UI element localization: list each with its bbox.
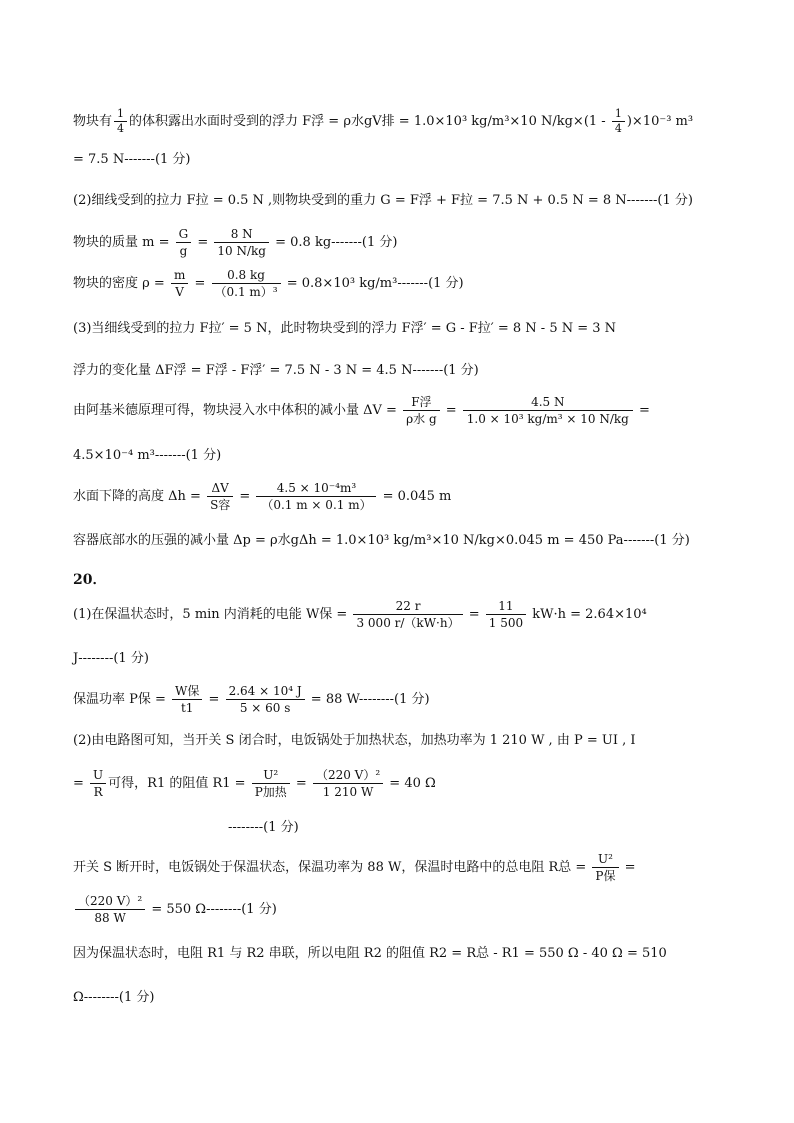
fraction-denominator: 3 000 r/（kW·h） [356,616,460,630]
fraction-denominator: 5 × 60 s [239,701,291,715]
text-segment: = 0.8 kg-------(1 分) [270,235,398,250]
fraction-denominator: R [93,785,103,799]
pressure-line: 容器底部水的压强的减小量 Δp = ρ水gΔh = 1.0×10³ kg/m³×10 N/kg×0.045 m = 450 Pa-------(1 分) [73,533,690,548]
fraction-numerator: U² [252,768,290,784]
fraction-denominator: （0.1 m × 0.1 m） [261,498,372,512]
fraction-numerator: U² [592,852,618,868]
fraction [486,599,526,630]
fraction [313,768,383,799]
energy-result-line: J--------(1 分) [73,651,149,666]
text-segment: = [441,403,461,418]
series-resistance-line: 因为保温状态时，电阻 R1 与 R2 串联，所以电阻 R2 的阻值 R2 = R总 - R1 = 550 Ω - 40 Ω = 510 [73,946,667,961]
fraction-quarter [114,108,127,135]
text-segment: = 0.8×10³ kg/m³-------(1 分) [282,276,464,291]
fraction-denominator: S容 [210,498,231,512]
text-segment: 物块的质量 m = [73,235,174,250]
fraction-numerator: 8 N [214,227,269,243]
resistance-r1-line [73,768,436,799]
height-drop-line [73,481,451,512]
mass-line [73,227,397,258]
text-segment: = 40 Ω [385,776,436,791]
density-line [73,268,464,299]
question-number: 20． [73,572,107,588]
fraction [353,599,462,630]
text-segment: 物块的密度 ρ = [73,276,169,291]
fraction-denominator: 1 210 W [322,785,374,799]
fraction [90,768,106,799]
text-segment: = [634,403,650,418]
fraction [403,395,440,426]
volume-change-line [73,395,650,426]
fraction-denominator: 10 N/kg [217,244,266,258]
fraction-numerator: W保 [172,684,202,700]
fraction-numerator: 2.64 × 10⁴ J [226,684,305,700]
text-segment: 可得，R1 的阻值 R1 = [108,776,250,791]
text-segment: kW·h = 2.64×10⁴ [528,607,647,622]
text-segment: = [190,276,210,291]
fraction-quarter [612,108,625,135]
fraction-denominator: g [179,244,188,258]
buoyancy-line [73,108,693,135]
fraction-denominator: 88 W [94,911,126,925]
text-segment: 由阿基米德原理可得，物块浸入水中体积的减小量 ΔV = [73,403,402,418]
fraction-numerator: 11 [486,599,526,615]
text-segment: = 88 W--------(1 分) [306,692,430,707]
result-line: = 7.5 N-------(1 分) [73,152,191,167]
fraction-denominator: 1 500 [488,616,524,630]
text-segment: = [193,235,213,250]
text-segment: )×10⁻³ m³ [626,114,694,129]
text-segment: 的体积露出水面时受到的浮力 F浮 = ρ水gV排 = 1.0×10³ kg/m³×10 N/kg×(1 - [129,114,610,129]
text-segment: = [464,607,484,622]
text-segment: = [620,860,636,875]
text-segment: = [235,489,255,504]
tension-line: (2)细线受到的拉力 F拉 = 0.5 N ,则物块受到的重力 G = F浮 + F拉 = 7.5 N + 0.5 N = 8 N-------(1 分) [73,193,693,208]
text-segment: = [73,776,89,791]
text-segment: 保温功率 P保 = [73,692,171,707]
fraction [172,684,202,715]
fraction-denominator: ρ水 g [406,412,437,426]
power-line [73,684,430,715]
text-segment: 开关 S 断开时，电饭锅处于保温状态，保温功率为 88 W，保温时电路中的总电阻 R总 = [73,860,591,875]
energy-line [73,599,647,630]
fraction-numerator: m [171,268,188,284]
fraction-numerator: G [176,227,192,243]
fraction [171,268,188,299]
score-line: --------(1 分) [228,820,299,835]
text-segment: = 550 Ω--------(1 分) [147,902,277,917]
text-segment: 水面下降的高度 Δh = [73,489,206,504]
total-resistance-result-line [73,894,277,925]
text-segment: = 0.045 m [378,489,452,504]
fraction [176,227,192,258]
fraction [212,268,281,299]
fraction-numerator: 22 r [353,599,462,615]
fraction-numerator: ΔV [207,481,233,497]
fraction-denominator: 4 [117,122,125,135]
fraction-denominator: 1.0 × 10³ kg/m³ × 10 N/kg [466,412,629,426]
buoyancy-change-line: 浮力的变化量 ΔF浮 = F浮 - F浮′ = 7.5 N - 3 N = 4.5 N-------(1 分) [73,363,479,378]
fraction-denominator: （0.1 m）³ [214,285,278,299]
volume-result-line: 4.5×10⁻⁴ m³-------(1 分) [73,448,222,463]
fraction-numerator: 1 [612,108,625,122]
text-segment: = [291,776,311,791]
part3-line: (3)当细线受到的拉力 F拉′ = 5 N，此时物块受到的浮力 F浮′ = G - F拉′ = 8 N - 5 N = 3 N [73,321,617,336]
fraction-denominator: 4 [614,122,622,135]
fraction-numerator: （220 V）² [313,768,383,784]
fraction [592,852,618,883]
fraction-numerator: 1 [114,108,127,122]
fraction-denominator: P加热 [254,785,287,799]
fraction-numerator: 4.5 N [463,395,633,411]
series-result-line: Ω--------(1 分) [73,990,155,1005]
fraction-numerator: F浮 [403,395,440,411]
fraction [463,395,633,426]
fraction-numerator: 0.8 kg [212,268,281,284]
total-resistance-line [73,852,636,883]
fraction-numerator: U [90,768,106,784]
fraction [207,481,233,512]
fraction-numerator: （220 V）² [75,894,145,910]
fraction [214,227,269,258]
fraction [75,894,145,925]
text-segment: 物块有 [73,114,113,129]
fraction [256,481,376,512]
fraction [226,684,305,715]
fraction-denominator: V [175,285,184,299]
text-segment: (1)在保温状态时，5 min 内消耗的电能 W保 = [73,607,352,622]
fraction [252,768,290,799]
fraction-numerator: 4.5 × 10⁻⁴m³ [256,481,376,497]
fraction-denominator: t1 [180,701,194,715]
fraction-denominator: P保 [595,869,616,883]
text-segment: = [204,692,224,707]
circuit-analysis-line: (2)由电路图可知，当开关 S 闭合时，电饭锅处于加热状态，加热功率为 1 210 W , 由 P = UI , I [73,733,636,748]
